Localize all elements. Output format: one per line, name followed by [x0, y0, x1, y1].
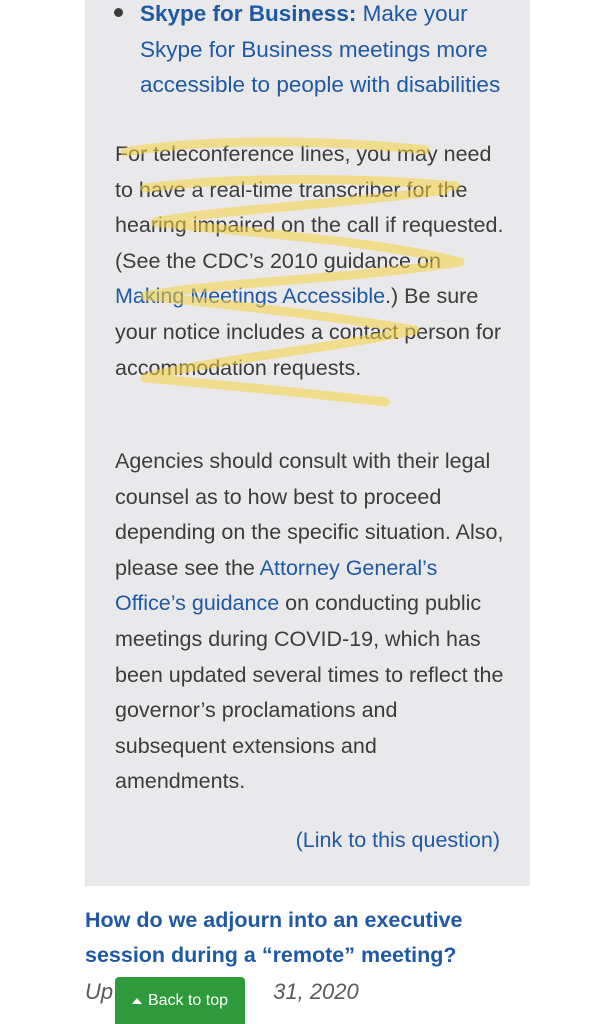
making-meetings-accessible-link[interactable]: Making Meetings Accessible [115, 284, 386, 309]
paragraph2-text-a: Agencies should consult with their legal counsel as to how best to proceed depending on the specific situation. Also, please see the [115, 449, 504, 580]
back-to-top-button[interactable] [115, 977, 245, 1024]
paragraph2-text-b: on conducting public meetings during COVID-19, which has been updated several times to reflect the governor’s proclamations and subsequent extensions and amendments. [115, 591, 504, 794]
caret-up-icon [132, 998, 142, 1004]
teleconference-paragraph [115, 137, 510, 386]
attorney-general-guidance-link[interactable]: Attorney General’s Office’s guidance [115, 555, 438, 616]
bullet-text[interactable]: Make your Skype for Business meetings more accessible to people with disabilities [140, 1, 501, 97]
agencies-paragraph [115, 444, 510, 800]
bullet-item-skype[interactable] [140, 0, 525, 103]
link-to-question[interactable]: (Link to this question) [295, 828, 500, 852]
updated-prefix: Up [85, 979, 114, 1004]
back-to-top-label: Back to top [147, 991, 229, 1009]
updated-suffix: 31, 2020 [273, 979, 359, 1004]
next-question-title[interactable]: How do we adjourn into an executive session during a “remote” meeting? [85, 908, 463, 967]
bullet-title[interactable]: Skype for Business: [140, 1, 357, 26]
paragraph1-text-a: For teleconference lines, you may need to have a real-time transcriber for the hearing impaired on the call if requested. (See the CDC’s 2010 guidance on [115, 142, 504, 273]
bullet-marker [114, 8, 123, 17]
paragraph1-text-b: .) Be sure your notice includes a contact person for accommodation requests. [115, 284, 502, 380]
